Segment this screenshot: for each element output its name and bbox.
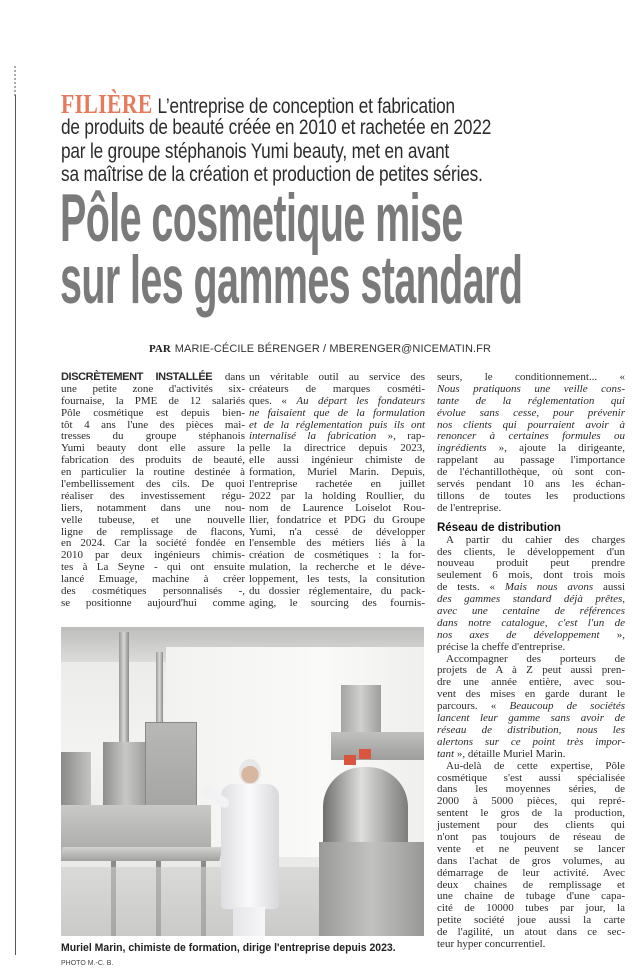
article-deck bbox=[61, 89, 640, 186]
text-segment: seurs, le conditionnement... « bbox=[437, 371, 625, 383]
text-segment: dans les moyennes séries, de bbox=[437, 783, 625, 796]
text-segment: dans bbox=[212, 371, 245, 383]
pipe bbox=[119, 632, 129, 747]
quote-segment: internalisé la fabrication bbox=[249, 430, 377, 443]
text-segment: une chaine de tubage d'une capa- bbox=[437, 890, 625, 903]
quote-segment: réseau de distribution, nous les bbox=[437, 723, 625, 736]
quote-segment: tante de la réglementation qui bbox=[437, 394, 625, 407]
text-segment: formation, Muriel Marin. Depuis, bbox=[249, 466, 425, 479]
text-segment: », ajoute la dirigeante, bbox=[486, 442, 625, 455]
quote-segment: évolue sans cesse, pour prévenir bbox=[437, 406, 625, 419]
text-segment: dre une année entière, avec sou- bbox=[437, 676, 625, 689]
text-segment: justement pour des clients qui bbox=[437, 819, 625, 832]
byline bbox=[0, 343, 640, 355]
text-segment: tillons de toutes les productions bbox=[437, 489, 625, 502]
text-segment: llier, fondatrice et PDG du Groupe bbox=[249, 513, 425, 526]
column-rule bbox=[15, 95, 16, 955]
text-segment: de l'entreprise. bbox=[437, 501, 502, 514]
text-segment: l'ensemble des métiers liés à la bbox=[249, 537, 425, 550]
text-segment: », rap- bbox=[376, 430, 425, 443]
text-line bbox=[437, 939, 625, 951]
text-segment: sentent le gros de la production, bbox=[437, 807, 625, 820]
text-segment: deux chaines de remplissage et bbox=[437, 878, 625, 891]
quote-segment: renoncer à certaines formules ou bbox=[437, 430, 625, 443]
text-segment: n'ont pas toujours de réseau de bbox=[437, 830, 625, 843]
text-segment: tes à La Seyne - qui ont ensuite bbox=[61, 561, 245, 574]
deck-line: sa maîtrise de la création et production de petites séries. bbox=[61, 161, 483, 186]
text-segment: se positionne aujourd'hui comme bbox=[61, 596, 245, 609]
reactor-base bbox=[319, 842, 424, 936]
text-segment: Yumi beauty dont elle assure la bbox=[61, 442, 245, 455]
quote-segment: Au départ les fondateurs bbox=[296, 394, 425, 407]
text-segment: de l'échantillothèque, où sont con- bbox=[437, 466, 625, 479]
quote-segment: tant bbox=[437, 747, 455, 760]
control-panel bbox=[145, 722, 197, 814]
person-legs bbox=[233, 907, 265, 936]
text-segment: ligne de remplissage de flacons, bbox=[61, 525, 245, 538]
text-segment: ques. « bbox=[249, 394, 297, 407]
text-segment: Au-delà de cette expertise, Pôle bbox=[446, 759, 625, 772]
text-segment: cosmétique s'est aussi spécialisée bbox=[437, 771, 625, 784]
text-segment: seulement 6 mois, dont trois mois bbox=[437, 569, 625, 582]
text-segment: démarrage de leur activité. Avec bbox=[437, 866, 625, 879]
text-segment: 2010 par deux ingénieurs chimis- bbox=[61, 549, 245, 562]
text-segment: pelle la directrice depuis 2023, bbox=[249, 442, 425, 455]
quote-segment: Nous pratiquons une veille cons- bbox=[437, 382, 625, 395]
text-segment: créateurs de marques cosméti- bbox=[249, 382, 425, 395]
text-segment: A partir du cahier des charges bbox=[446, 533, 625, 546]
text-segment: elle aussi ingénieur chimiste de bbox=[249, 454, 425, 467]
text-segment: en particulier la routine destinée à bbox=[61, 466, 245, 479]
deck-text: L’entreprise de conception et fabrication bbox=[157, 94, 455, 118]
text-segment: nom de Laurence Loiselot Rou- bbox=[249, 501, 425, 514]
reactor-hood bbox=[341, 685, 381, 735]
text-segment: 2000 à 5000 pièces, qui repré- bbox=[437, 795, 625, 808]
text-segment: une petite zone d'activités six- bbox=[61, 382, 245, 395]
lead-in: DISCRÈTEMENT INSTALLÉE bbox=[61, 371, 213, 383]
quote-segment: dans notre catalogue, c'est l'un de bbox=[437, 616, 625, 629]
column-left bbox=[61, 372, 245, 610]
quote-segment: ingrédients bbox=[437, 442, 487, 455]
text-segment: teur hyper concurrentiel. bbox=[437, 937, 546, 950]
deck-line: par le groupe stéphanois Yumi beauty, met en avant bbox=[61, 138, 450, 163]
text-segment: vente et ne peuvent se lancer bbox=[437, 842, 625, 855]
warning-label bbox=[344, 755, 356, 765]
quote-segment: des gammes standard déjà prêtes, bbox=[437, 593, 625, 606]
text-segment: Accompagner des porteurs de bbox=[446, 652, 625, 665]
text-segment: parcours. « bbox=[437, 700, 510, 713]
text-segment: un véritable outil au service des bbox=[249, 371, 425, 383]
quote-segment: alertons sur ce point très impor- bbox=[437, 735, 625, 748]
deck-line bbox=[61, 89, 541, 119]
text-line bbox=[249, 598, 425, 610]
text-segment: l'entreprise rachetée en juillet bbox=[249, 478, 425, 491]
text-segment: aussi bbox=[593, 581, 625, 594]
text-segment: Yumi, n'a cessé de développer bbox=[249, 525, 425, 538]
text-segment: création de cosmétiques : la for- bbox=[249, 549, 425, 562]
text-segment: réaliser des investissement régu- bbox=[61, 489, 245, 502]
headline-line: sur les gammes standard bbox=[60, 242, 523, 318]
reactor-vessel bbox=[323, 767, 408, 847]
text-segment: », détaille Muriel Marin. bbox=[454, 747, 566, 760]
text-segment: précise la cheffe d'entreprise. bbox=[437, 640, 566, 653]
photo-caption: Muriel Marin, chimiste de formation, dirige l'entreprise depuis 2023. bbox=[61, 942, 396, 954]
quote-segment: et de la réglementation puis ils ont bbox=[249, 418, 425, 431]
quote-segment: avec une centaine de références bbox=[437, 605, 625, 618]
text-segment: liers, notamment dans une nou- bbox=[61, 501, 245, 514]
byline-prefix: PAR bbox=[148, 343, 171, 355]
text-segment: nouveau produit peut prendre bbox=[437, 557, 625, 570]
byline-author: MARIE-CÉCILE BÉRENGER / MBERENGER@NICEMATIN.FR bbox=[174, 343, 492, 355]
column-right bbox=[437, 372, 625, 951]
text-segment: dans l'achat de gros volumes, au bbox=[437, 854, 625, 867]
text-segment: tôt 4 ans l'une des pièces mai- bbox=[61, 418, 245, 431]
quote-segment: Mais nous avons bbox=[504, 581, 594, 594]
article-photo bbox=[61, 627, 424, 936]
text-line bbox=[437, 503, 625, 515]
text-segment: loppement, les tests, la consitution bbox=[249, 573, 425, 586]
text-segment: velle tubeuse, et une nouvelle bbox=[61, 513, 245, 526]
text-segment: aging, le sourcing des fournis- bbox=[249, 596, 425, 609]
page-title bbox=[60, 180, 640, 318]
text-segment: en 2024. Car la société fondée en bbox=[61, 537, 245, 550]
text-segment: des cosmétiques personnalisés -, bbox=[61, 585, 245, 598]
quote-segment: nos clients qui pourraient avoir à bbox=[437, 418, 625, 431]
quote-segment: nos axes de développement bbox=[437, 628, 600, 641]
text-segment: cité de 10000 tubes par jour, la bbox=[437, 902, 625, 915]
text-segment: l'embellissement des cils. De quoi bbox=[61, 478, 245, 491]
text-segment: Pôle cosmétique est depuis bien- bbox=[61, 406, 245, 419]
photo-credit: PHOTO M.-C. B. bbox=[61, 960, 114, 967]
text-segment: des clients, le développement d'un bbox=[437, 545, 625, 558]
text-segment: tresses du groupe stéphanois bbox=[61, 430, 245, 443]
column-middle bbox=[249, 372, 425, 610]
text-segment: fabrication des produits de beauté, bbox=[61, 454, 245, 467]
text-line bbox=[61, 598, 245, 610]
text-segment: vent des mises en garde durant le bbox=[437, 688, 625, 701]
warning-label bbox=[359, 749, 371, 759]
text-segment: du dossier réglementaire, du pack- bbox=[249, 585, 425, 598]
text-segment: petite société joue aussi la carte bbox=[437, 914, 625, 927]
text-segment: fournaise, la PME de 12 salariés bbox=[61, 394, 245, 407]
text-segment: mulation, la recherche et le déve- bbox=[249, 561, 425, 574]
quote-segment: Beaucoup de sociétés bbox=[509, 700, 625, 713]
person-coat bbox=[221, 784, 279, 909]
kicker-label: FILIÈRE bbox=[61, 89, 153, 119]
person-head bbox=[239, 759, 261, 785]
text-segment: », bbox=[599, 628, 625, 641]
text-segment: rappelant au passage l'importance bbox=[437, 454, 625, 467]
text-segment: de l'agilité, un atout dans ce sec- bbox=[437, 926, 625, 939]
text-segment: projets de A à Z peut aussi pren- bbox=[437, 664, 625, 677]
tank-left bbox=[61, 752, 91, 812]
text-segment: de tests. « bbox=[437, 581, 505, 594]
deck-line: de produits de beauté créée en 2010 et rachetée en 2022 bbox=[61, 115, 492, 140]
section-heading: Réseau de distribution bbox=[437, 521, 561, 534]
column-rule-dots bbox=[14, 66, 16, 96]
quote-segment: ne faisaient que de la formulation bbox=[249, 406, 425, 419]
text-segment: lancé Emuage, machine à créer bbox=[61, 573, 245, 586]
text-segment: 2022 par la holding Roullier, du bbox=[249, 489, 425, 502]
table bbox=[61, 847, 222, 861]
quote-segment: lancent leur gamme sans avoir de bbox=[437, 712, 625, 725]
headline-line: Pôle cosmetique mise bbox=[60, 180, 463, 256]
text-segment: servés pendant 10 ans les échan- bbox=[437, 478, 625, 491]
